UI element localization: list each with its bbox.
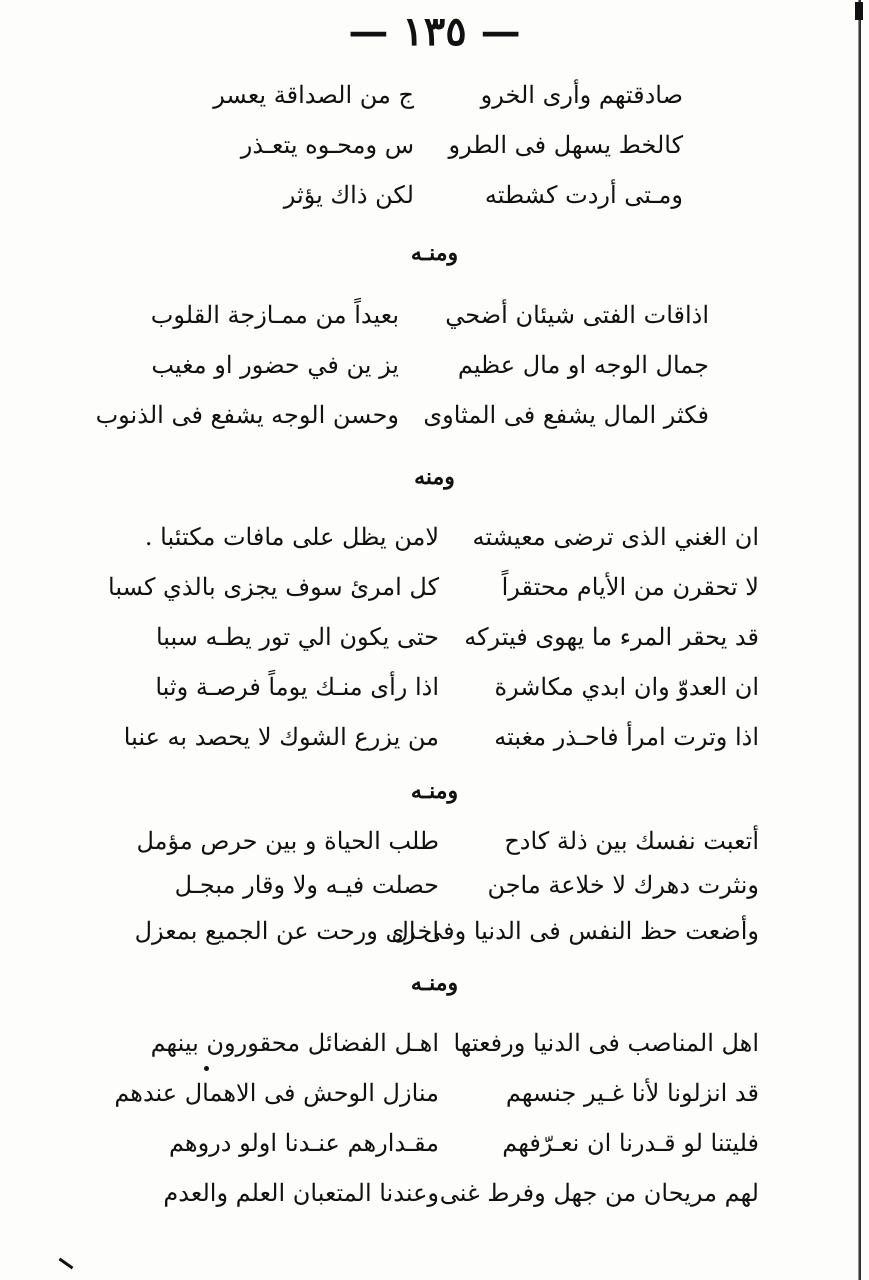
verse-hemistich-left: من يزرع الشوك لا يحصد به عنبا bbox=[123, 723, 439, 751]
verse-hemistich-left: كل امرئ سوف يجزى بالذي كسبا bbox=[108, 573, 439, 601]
verse-hemistich-left: وعندنا المتعبان العلم والعدم bbox=[163, 1179, 439, 1207]
verse-hemistich-right: قد يحقر المرء ما يهوى فيتركه bbox=[464, 623, 759, 651]
page-number: — ١٣٥ — bbox=[348, 8, 521, 55]
verse-hemistich-right: لهم مريحان من جهل وفرط غنى bbox=[439, 1179, 759, 1207]
verse-hemistich-left: لامن يظل على مافات مكتئبا . bbox=[144, 523, 439, 551]
verse-hemistich-left: حتى يكون الي تور يطـه سببا bbox=[155, 623, 439, 651]
verse-hemistich-right: اذاقات الفتى شيئان أضحي bbox=[445, 301, 709, 329]
ink-dot bbox=[204, 1066, 209, 1071]
verse-hemistich-left: اخرى ورحت عن الجميع بمعزل bbox=[134, 917, 439, 945]
verse-hemistich-right: فليتنا لو قـدرنا ان نعـرّفهم bbox=[502, 1129, 759, 1157]
verse-hemistich-left: مقـدارهم عنـدنا اولو دروهم bbox=[168, 1129, 439, 1157]
section-heading: ومنـه bbox=[410, 970, 459, 996]
verse-hemistich-left: يز ين في حضور او مغيب bbox=[151, 351, 399, 379]
verse-row bbox=[0, 862, 869, 908]
verse-hemistich-right: لا تحقرن من الأيام محتقراً bbox=[501, 573, 759, 601]
verse-hemistich-left: لكن ذاك يؤثر bbox=[283, 181, 414, 209]
verse-hemistich-right: ونثرت دهرك لا خلاعة ماجن bbox=[487, 871, 759, 899]
verse-row bbox=[0, 72, 869, 118]
verse-hemistich-left: اهـل الفضائل محقورون بينهم bbox=[150, 1029, 439, 1057]
verse-hemistich-left: منازل الوحش فى الاهمال عندهم bbox=[114, 1079, 439, 1107]
verse-row bbox=[0, 342, 869, 388]
verse-hemistich-right: صادقتهم وأرى الخرو bbox=[480, 81, 683, 109]
verse-hemistich-right: ان الغني الذى ترضى معيشته bbox=[472, 523, 759, 551]
verse-hemistich-right: ان العدوّ وان ابدي مكاشرة bbox=[494, 673, 759, 701]
verse-row bbox=[0, 1020, 869, 1066]
verse-row bbox=[0, 614, 869, 660]
verse-hemistich-right: قد انزلونا لأنا غـير جنسهم bbox=[505, 1079, 759, 1107]
verse-hemistich-right: وأضعت حظ النفس فى الدنيا وفى ال bbox=[391, 917, 759, 945]
verse-hemistich-left: اذا رأى منـك يوماً فرصـة وثبا bbox=[155, 673, 439, 701]
verse-row bbox=[0, 122, 869, 168]
verse-row bbox=[0, 1070, 869, 1116]
verse-hemistich-left: وحسن الوجه يشفع فى الذنوب bbox=[95, 401, 399, 429]
section-heading: ومنه bbox=[414, 464, 455, 490]
verse-hemistich-left: بعيداً من ممـازجة القلوب bbox=[150, 301, 399, 329]
verse-hemistich-left: حصلت فيـه ولا وقار مبجـل bbox=[174, 871, 439, 899]
verse-hemistich-right: أتعبت نفسك بين ذلة كادح bbox=[504, 827, 759, 855]
verse-row bbox=[0, 292, 869, 338]
verse-hemistich-left: طلب الحياة و بين حرص مؤمل bbox=[136, 827, 439, 855]
verse-row bbox=[0, 564, 869, 610]
verse-row bbox=[0, 172, 869, 218]
section-heading: ومنـه bbox=[410, 240, 459, 266]
verse-row bbox=[0, 1170, 869, 1216]
verse-hemistich-right: اذا وترت امرأ فاحـذر مغبته bbox=[494, 723, 759, 751]
verse-hemistich-right: كالخط يسهل فى الطرو bbox=[448, 131, 683, 159]
verse-row bbox=[0, 392, 869, 438]
verse-row bbox=[0, 908, 869, 954]
verse-hemistich-left: ج من الصداقة يعسر bbox=[213, 81, 414, 109]
verse-row bbox=[0, 1120, 869, 1166]
verse-row bbox=[0, 818, 869, 864]
verse-row bbox=[0, 664, 869, 710]
section-heading: ومنـه bbox=[410, 778, 459, 804]
verse-hemistich-right: اهل المناصب فى الدنيا ورفعتها bbox=[453, 1029, 759, 1057]
verse-row bbox=[0, 514, 869, 560]
verse-hemistich-left: س ومحـوه يتعـذر bbox=[240, 131, 414, 159]
verse-hemistich-right: ومـتى أردت كشطته bbox=[484, 181, 683, 209]
verse-hemistich-right: جمال الوجه او مال عظيم bbox=[457, 351, 709, 379]
verse-hemistich-right: فكثر المال يشفع فى المثاوى bbox=[423, 401, 709, 429]
verse-row bbox=[0, 714, 869, 760]
corner-mark bbox=[59, 1258, 74, 1270]
